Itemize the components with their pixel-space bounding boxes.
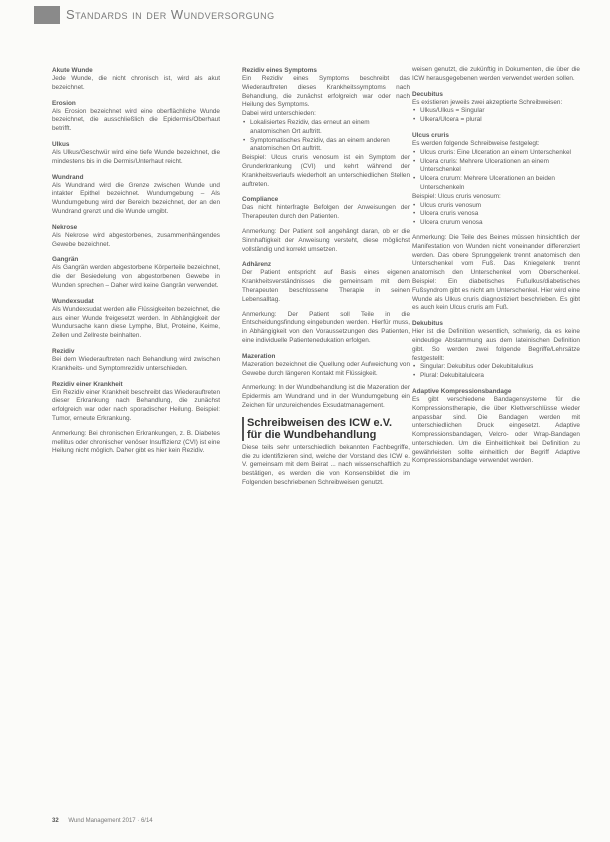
section-paragraph: Anmerkung: Die Teile des Beines müssen hinsichtlich der Manifestation von Wunden nicht voneinander differenziert werden. Das obere Sprunggelenk trennt anatomisch den Unterschenkel vom Fuß. Das Kniegelenk trennt anatomisch den Unterschenkel vom Oberschenkel. Beispiel: Ein diabetisches Fußulkus/diabetisches Fußsyndrom gibt es nicht am Unterschenkel. Hier wird eine Wunde als Ulkus cruris diagnostiziert beschrieben. Es gibt es auch kein Ulcus cruris am Fuß. — [412, 233, 580, 312]
section-heading: Rezidiv eines Symptoms — [242, 67, 317, 74]
section-heading: Wundexsudat — [52, 297, 94, 305]
section-paragraph: Als Wundexsudat werden alle Flüssigkeiten bezeichnet, die aus einer Wunde freigesetzt werden. In Abhängigkeit der Wundursache kann diese Lymphe, Blut, Proteine, Keime, Zellen und Zellreste beinhalten. — [52, 305, 220, 340]
list-item: • Ulkus/Ulkus = Singular — [420, 107, 580, 116]
section-paragraph: Anmerkung: Der Patient soll angehängt daran, ob er die Sinnhaftigkeit der Anweisung versteht, diese möglichst vollständig und korrekt umsetzen. — [242, 227, 410, 253]
list-item: • Ulcus cruris: Eine Ulceration an einem Unterschenkel — [420, 149, 580, 158]
section-title-line: Schreibweisen des ICW e.V. — [247, 416, 393, 429]
text-section — [242, 384, 410, 410]
column-1 — [52, 66, 220, 462]
text-section — [52, 140, 220, 167]
section-paragraph: weisen genutzt, die zukünftig in Dokumenten, die über die ICW herausgegebenen werden verwendet werden sollen. — [412, 66, 580, 82]
list-item: • Ulkera/Ulcera = plural — [420, 116, 580, 125]
text-section — [242, 352, 410, 379]
section-heading: Rezidiv einer Krankheit — [52, 380, 123, 388]
section-paragraph: Bei dem Wiederauftreten nach Behandlung wird zwischen Krankheits- und Symptomrezidiv unterschieden. — [52, 355, 220, 372]
bullet-list — [412, 363, 580, 381]
section-paragraph: Ein Rezidiv einer Krankheit beschreibt das Wiederauftreten dieser Erkrankung nach Behandlung, die zunächst erfolgreich war oder nach sporadischer Heilung. Beispiel: Tumor, erneute Erkrankung. — [52, 388, 220, 422]
section-heading: Rezidiv — [52, 347, 75, 355]
section-paragraph: Das nicht hinterfragte Befolgen der Anweisungen der Therapeuten durch den Patienten. — [242, 204, 410, 221]
bullet-list — [412, 202, 580, 228]
section-paragraph: Hier ist die Definition wesentlich, schwierig, da es keine eindeutige Abstammung aus dem lateinischen Definition gibt. So werden zwei folgende Begriffe/Lehrsätze festgestellt: — [412, 328, 580, 362]
section-paragraph: Beispiel: Ulcus cruris venosum: — [412, 192, 501, 200]
page-number: 32 — [52, 818, 59, 824]
text-section — [412, 387, 580, 466]
list-intro: Dabei wird unterschieden: — [242, 110, 316, 118]
page-header — [34, 6, 610, 24]
text-section — [52, 380, 220, 424]
list-item: • Ulcera crurum: Mehrere Ulcerationen an beiden Unterschenkeln — [420, 175, 580, 193]
header-square-decoration — [34, 6, 60, 24]
text-section — [52, 255, 220, 290]
list-item: • Symptomatisches Rezidiv, das an einem anderen anatomischen Ort auftritt. — [250, 137, 410, 155]
section-paragraph: Anmerkung: Bei chronischen Erkrankungen, z. B. Diabetes mellitus oder chronischer venöser Insuffizienz (CVI) ist eine Heilung nicht möglich. Daher gibt es hier kein Rezidiv. — [52, 429, 220, 455]
text-section — [52, 173, 220, 217]
bullet-list — [412, 107, 580, 125]
text-section — [52, 297, 220, 341]
section-paragraph: Als Ulkus/Geschwür wird eine tiefe Wunde bezeichnet, die mindestens bis in die Dermis/Unterhaut reicht. — [52, 148, 220, 165]
section-paragraph: Anmerkung: Der Patient soll Teile in die Entscheidungsfindung eingebunden werden. Hierfür muss, in Abhängigkeit von den Voraussetzungen des Patienten, eine individuelle Patientenedukation erfolgen. — [242, 310, 410, 344]
section-paragraph: Beispiel: Ulcus cruris venosum ist ein Symptom der Grunderkrankung (CVI) und kehrt während der Krankheitsverlaufs wiederholt an unterschiedlichen Stellen auftreten. — [242, 154, 410, 188]
list-item: • Singular: Dekubitus oder Dekubitalulkus — [420, 363, 580, 372]
text-section — [52, 99, 220, 134]
section-heading: Dekubitus — [412, 320, 443, 328]
section-heading: Ulkus — [52, 140, 70, 148]
text-section — [412, 66, 580, 84]
section-paragraph: Ein Rezidiv eines Symptoms beschreibt das Wiederauftreten dieses Krankheitssymptoms nach Behandlung, die zunächst erfolgreich war oder nach Heilung des Symptoms. — [242, 75, 410, 109]
section-title-line: für die Wundbehandlung — [247, 428, 377, 441]
list-item: • Ulcera cruris venosa — [420, 210, 580, 219]
list-item: • Lokalisiertes Rezidiv, das erneut an einem anatomischen Ort auftritt. — [250, 119, 410, 137]
section-heading: Mazeration — [242, 352, 276, 360]
text-section — [52, 223, 220, 250]
section-heading: Compliance — [242, 196, 279, 204]
text-section — [52, 347, 220, 374]
section-heading: Decubitus — [412, 90, 443, 98]
section-heading: Nekrose — [52, 223, 78, 231]
text-section — [412, 319, 580, 381]
section-paragraph: Als Nekrose wird abgestorbenes, zusammenhängendes Gewebe bezeichnet. — [52, 231, 220, 248]
text-section — [52, 430, 220, 456]
section-heading: Wundrand — [52, 173, 84, 181]
section-paragraph: Diese teils sehr unterschiedlich bekannten Fachbegriffe, die zu identifizieren sind, welche der Vorstand des ICW e. V. gemeinsam mit dem Beirat ... nach wissenschaftlich zu bestätigen, es werden die von Konsensbildet die im Folgenden beschriebenen Schreibweisen genutzt. — [242, 443, 410, 486]
section-paragraph: Als Gangrän werden abgestorbene Körperteile bezeichnet, die der Besiedelung von abgestorbenen Gewebe in Wunden sprechen – Daher wird keine Gangrän verwendet. — [52, 264, 220, 289]
journal-name: Wund Management 2017 · 6/14 — [68, 818, 153, 824]
header-title: Standards in der Wundversorgung — [66, 7, 275, 22]
text-section — [242, 195, 410, 222]
text-section — [242, 260, 410, 304]
list-item: • Ulcera cruris: Mehrere Ulcerationen an einem Unterschenkel — [420, 158, 580, 176]
section-heading: Adhärenz — [242, 261, 272, 269]
bullet-list — [412, 149, 580, 193]
text-section — [412, 131, 580, 228]
section-heading: Erosion — [52, 99, 76, 107]
section-paragraph: Es existieren jeweils zwei akzeptierte Schreibweisen: — [412, 98, 563, 106]
text-section — [242, 228, 410, 254]
section-title-schreibweisen — [242, 417, 410, 441]
section-heading: Adaptive Kompressionsbandage — [412, 387, 512, 395]
text-columns — [52, 66, 582, 802]
column-3 — [412, 66, 580, 472]
section-heading: Gangrän — [52, 256, 79, 264]
section-paragraph: Der Patient entspricht auf Basis eines eigenen Krankheitsverständnisses die gemeinsam mit dem Therapeuten beschlossene Therapie in seinen Lebensalltag. — [242, 269, 410, 303]
section-paragraph: Als Erosion bezeichnet wird eine oberflächliche Wunde bezeichnet, die ausschließlich die Epidermis/Oberhaut betrifft. — [52, 107, 220, 133]
page-footer — [52, 818, 153, 824]
section-heading: Ulcus cruris — [412, 131, 449, 139]
section-paragraph: Anmerkung: In der Wundbehandlung ist die Mazeration der Epidermis am Wundrand und in der Wundumgebung ein Zeichen für unzureichendes Exsudatmanagement. — [242, 384, 410, 409]
section-heading: Akute Wunde — [52, 67, 93, 74]
bullet-list — [242, 119, 410, 154]
section-paragraph: Es werden folgende Schreibweise festgelegt: — [412, 139, 540, 147]
section-paragraph: Als Wundrand wird die Grenze zwischen Wunde und intakter Epithel bezeichnet. Wundumgebung – Als Wundumgebung wird der Bereich bezeichnet, der an den Wundrand grenzt und die Wunde umgibt. — [52, 181, 220, 215]
text-section — [412, 90, 580, 125]
text-section — [242, 311, 410, 346]
section-paragraph: Jede Wunde, die nicht chronisch ist, wird als akut bezeichnet. — [52, 75, 220, 91]
text-section — [52, 66, 220, 93]
section-paragraph: Mazeration bezeichnet die Quellung oder Aufweichung von Gewebe durch längeren Kontakt mit Flüssigkeit. — [242, 360, 410, 377]
text-section — [412, 234, 580, 313]
list-item: • Ulcus cruris venosum — [420, 202, 580, 211]
section-paragraph: Es gibt verschiedene Bandagensysteme für die Kompressionstherapie, die über Klettverschlüsse wieder anpassbar sind. Die Bandagen werden mit unterschiedlichen Druck eingesetzt. Adaptive Kompressionsbandagen, Velcro- oder Wrap-Bandagen unterschieden. Um die Einheitlichkeit bei Definition zu gewährleisten sollte einheitlich der Begriff Adaptive Kompressionsbandage verwendet werden. — [412, 395, 580, 465]
list-item: • Plural: Dekubitalulcera — [420, 372, 580, 381]
text-section — [242, 66, 410, 189]
column-2 — [242, 66, 410, 488]
list-item: • Ulcera crurum venosa — [420, 219, 580, 228]
